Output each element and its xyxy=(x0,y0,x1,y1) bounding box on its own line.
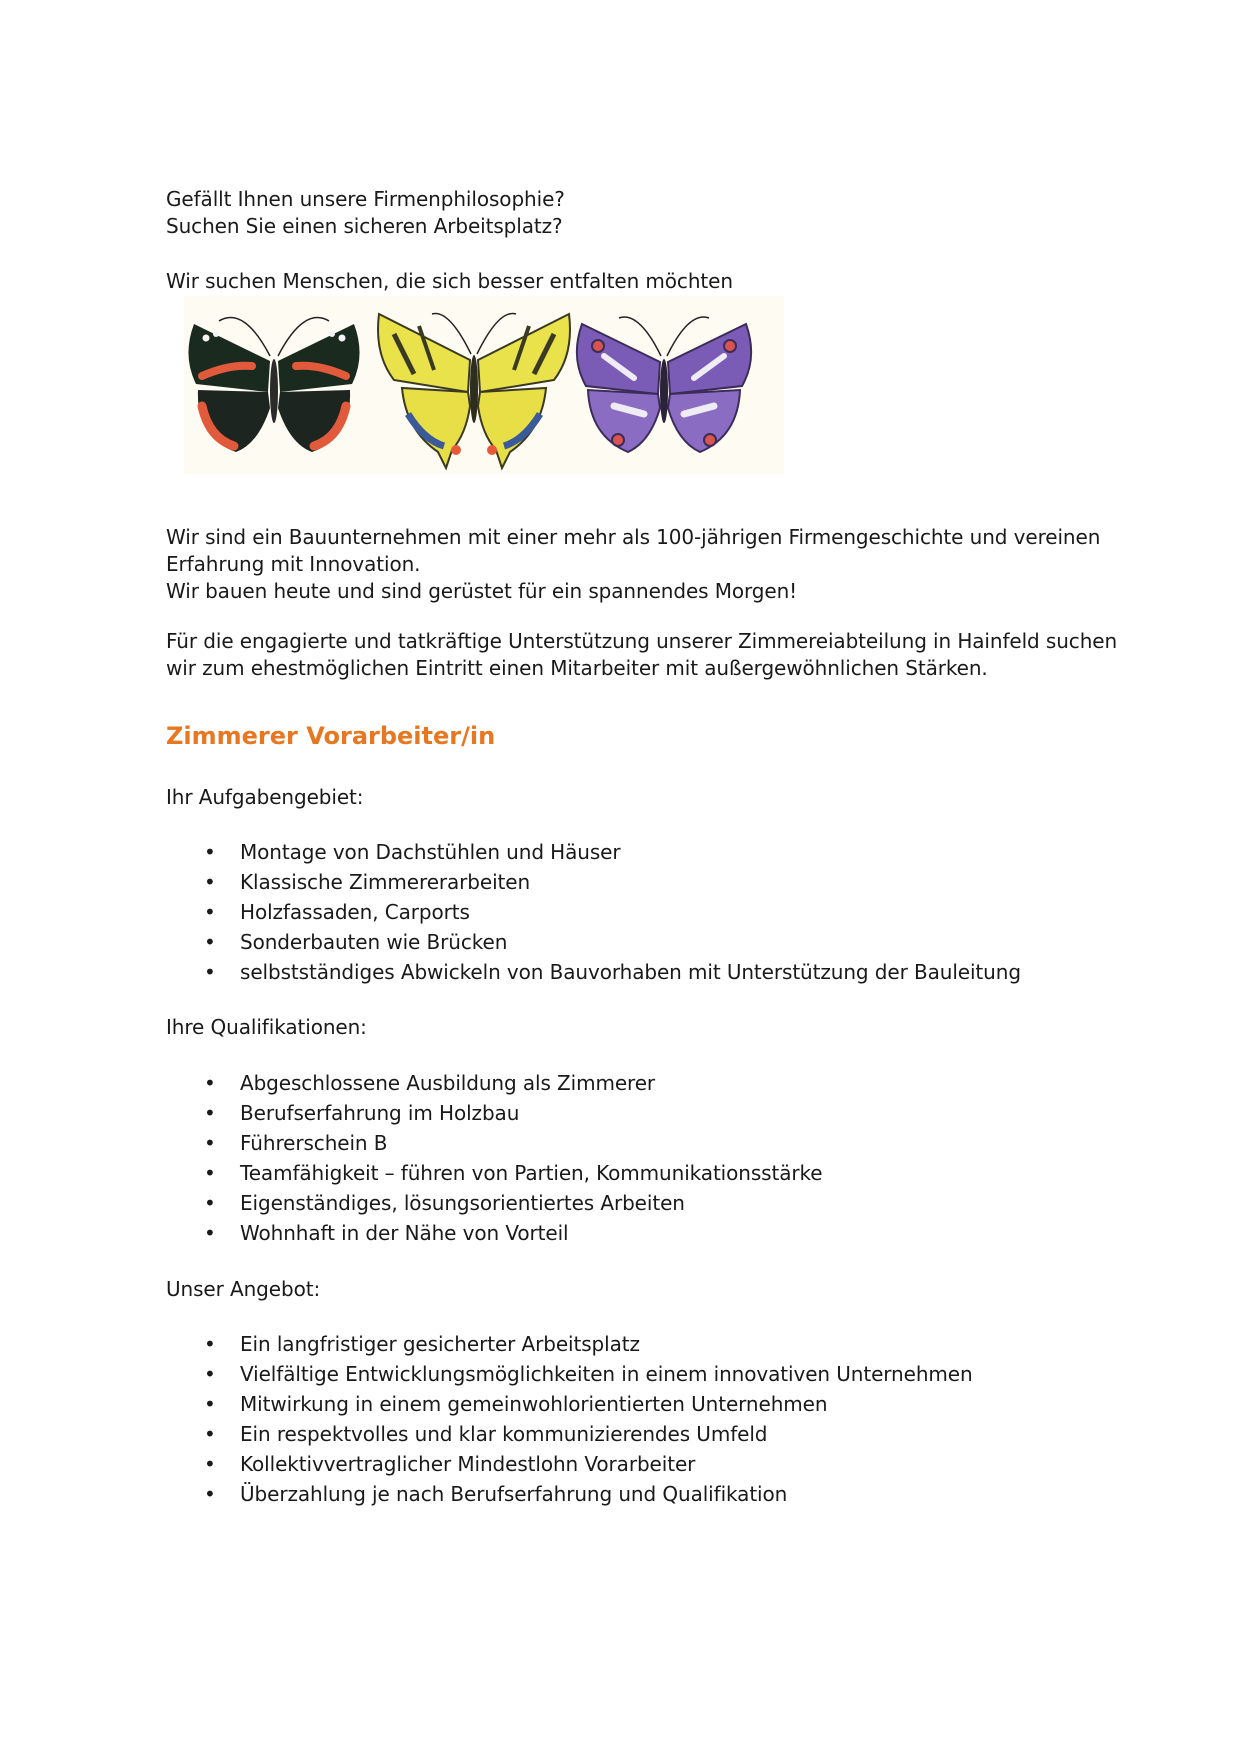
list-item: • Vielfältige Entwicklungsmöglichkeiten in einem innovativen Unternehmen xyxy=(166,1359,973,1389)
list-item: • Mitwirkung in einem gemeinwohlorientierten Unternehmen xyxy=(166,1389,973,1419)
bullet-icon: • xyxy=(204,1191,216,1215)
list-item: • Abgeschlossene Ausbildung als Zimmerer xyxy=(166,1068,823,1098)
list-item: • selbstständiges Abwickeln von Bauvorhaben mit Unterstützung der Bauleitung xyxy=(166,957,1021,987)
qualifications-list xyxy=(166,1068,823,1248)
search-description xyxy=(166,628,1118,682)
list-item: • Ein respektvolles und klar kommunizierendes Umfeld xyxy=(166,1419,973,1449)
bullet-icon: • xyxy=(204,1221,216,1245)
bullet-icon: • xyxy=(204,1482,216,1506)
bullet-icon: • xyxy=(204,1362,216,1386)
company-line-2: Erfahrung mit Innovation. xyxy=(166,552,421,576)
list-item: • Holzfassaden, Carports xyxy=(166,897,1021,927)
tasks-heading: Ihr Aufgabengebiet: xyxy=(166,785,364,809)
offer-list xyxy=(166,1329,973,1509)
qualifications-heading: Ihre Qualifikationen: xyxy=(166,1015,367,1039)
list-item: • Führerschein B xyxy=(166,1128,823,1158)
list-item: • Teamfähigkeit – führen von Partien, Kommunikationsstärke xyxy=(166,1158,823,1188)
job-title: Zimmerer Vorarbeiter/in xyxy=(166,722,496,750)
bullet-icon: • xyxy=(204,1392,216,1416)
company-line-3: Wir bauen heute und sind gerüstet für ein spannendes Morgen! xyxy=(166,579,798,603)
bullet-icon: • xyxy=(204,1161,216,1185)
company-line-1: Wir sind ein Bauunternehmen mit einer mehr als 100-jährigen Firmengeschichte und vereinen xyxy=(166,525,1101,549)
bullet-icon: • xyxy=(204,900,216,924)
company-description xyxy=(166,524,1101,605)
bullet-icon: • xyxy=(204,1332,216,1356)
bullet-icon: • xyxy=(204,840,216,864)
list-item: • Montage von Dachstühlen und Häuser xyxy=(166,837,1021,867)
bullet-icon: • xyxy=(204,1101,216,1125)
bullet-icon: • xyxy=(204,1071,216,1095)
list-item: • Berufserfahrung im Holzbau xyxy=(166,1098,823,1128)
tasks-list xyxy=(166,837,1021,987)
intro-question-1: Gefällt Ihnen unsere Firmenphilosophie? xyxy=(166,187,565,211)
list-item: • Wohnhaft in der Nähe von Vorteil xyxy=(166,1218,823,1248)
search-line-1: Für die engagierte und tatkräftige Unterstützung unserer Zimmereiabteilung in Hainfeld suchen xyxy=(166,629,1118,653)
list-item: • Sonderbauten wie Brücken xyxy=(166,927,1021,957)
bullet-icon: • xyxy=(204,960,216,984)
bullet-icon: • xyxy=(204,1131,216,1155)
intro-statement: Wir suchen Menschen, die sich besser entfalten möchten xyxy=(166,269,733,293)
list-item: • Kollektivvertraglicher Mindestlohn Vorarbeiter xyxy=(166,1449,973,1479)
butterflies-image xyxy=(184,296,784,474)
list-item: • Ein langfristiger gesicherter Arbeitsplatz xyxy=(166,1329,973,1359)
offer-heading: Unser Angebot: xyxy=(166,1277,321,1301)
bullet-icon: • xyxy=(204,930,216,954)
list-item: • Überzahlung je nach Berufserfahrung und Qualifikation xyxy=(166,1479,973,1509)
search-line-2: wir zum ehestmöglichen Eintritt einen Mitarbeiter mit außergewöhnlichen Stärken. xyxy=(166,656,988,680)
intro-question-2: Suchen Sie einen sicheren Arbeitsplatz? xyxy=(166,214,563,238)
list-item: • Eigenständiges, lösungsorientiertes Arbeiten xyxy=(166,1188,823,1218)
bullet-icon: • xyxy=(204,1422,216,1446)
list-item: • Klassische Zimmererarbeiten xyxy=(166,867,1021,897)
bullet-icon: • xyxy=(204,870,216,894)
bullet-icon: • xyxy=(204,1452,216,1476)
